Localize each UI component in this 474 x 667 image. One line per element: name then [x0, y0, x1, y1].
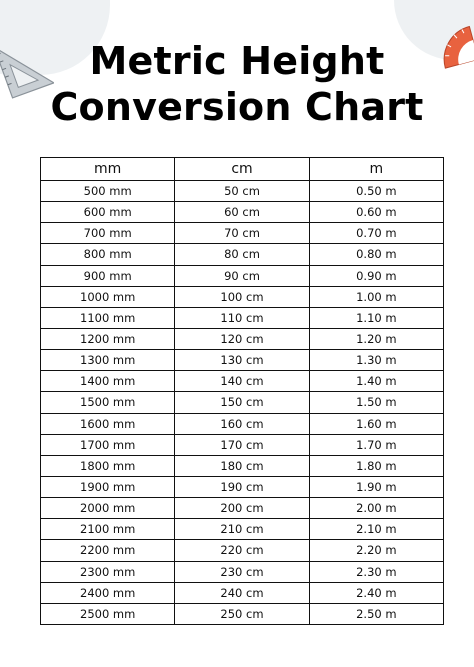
cm-cell: 60 cm [175, 202, 309, 223]
m-cell: 1.20 m [309, 328, 443, 349]
m-cell: 0.70 m [309, 223, 443, 244]
table-header-row [41, 158, 444, 181]
mm-cell: 1000 mm [41, 286, 175, 307]
m-cell: 2.50 m [309, 603, 443, 624]
mm-cell: 1300 mm [41, 350, 175, 371]
table-row [41, 582, 444, 603]
table-row [41, 328, 444, 349]
table-row [41, 244, 444, 265]
cm-cell: 230 cm [175, 561, 309, 582]
table-row [41, 307, 444, 328]
cm-cell: 110 cm [175, 307, 309, 328]
cm-cell: 90 cm [175, 265, 309, 286]
m-cell: 1.70 m [309, 434, 443, 455]
table-row [41, 455, 444, 476]
m-cell: 1.90 m [309, 476, 443, 497]
cm-cell: 50 cm [175, 181, 309, 202]
cm-cell: 80 cm [175, 244, 309, 265]
cm-cell: 190 cm [175, 476, 309, 497]
table-row [41, 371, 444, 392]
mm-cell: 1100 mm [41, 307, 175, 328]
m-cell: 2.30 m [309, 561, 443, 582]
table-row [41, 540, 444, 561]
mm-cell: 2200 mm [41, 540, 175, 561]
mm-cell: 2500 mm [41, 603, 175, 624]
m-cell: 0.50 m [309, 181, 443, 202]
page-title [0, 38, 474, 130]
mm-cell: 2100 mm [41, 519, 175, 540]
cm-cell: 170 cm [175, 434, 309, 455]
column-header-mm: mm [41, 158, 175, 181]
column-header-cm: cm [175, 158, 309, 181]
mm-cell: 2300 mm [41, 561, 175, 582]
cm-cell: 180 cm [175, 455, 309, 476]
mm-cell: 1800 mm [41, 455, 175, 476]
mm-cell: 900 mm [41, 265, 175, 286]
m-cell: 1.30 m [309, 350, 443, 371]
column-header-m: m [309, 158, 443, 181]
conversion-table [40, 157, 444, 625]
mm-cell: 1600 mm [41, 413, 175, 434]
cm-cell: 210 cm [175, 519, 309, 540]
m-cell: 2.40 m [309, 582, 443, 603]
table-row [41, 498, 444, 519]
cm-cell: 220 cm [175, 540, 309, 561]
m-cell: 0.90 m [309, 265, 443, 286]
table-row [41, 286, 444, 307]
cm-cell: 250 cm [175, 603, 309, 624]
cm-cell: 160 cm [175, 413, 309, 434]
m-cell: 0.80 m [309, 244, 443, 265]
table-row [41, 519, 444, 540]
m-cell: 2.10 m [309, 519, 443, 540]
mm-cell: 600 mm [41, 202, 175, 223]
cm-cell: 130 cm [175, 350, 309, 371]
mm-cell: 700 mm [41, 223, 175, 244]
m-cell: 1.60 m [309, 413, 443, 434]
table-row [41, 202, 444, 223]
table-row [41, 603, 444, 624]
table-row [41, 434, 444, 455]
m-cell: 1.10 m [309, 307, 443, 328]
mm-cell: 2000 mm [41, 498, 175, 519]
cm-cell: 70 cm [175, 223, 309, 244]
table-row [41, 223, 444, 244]
cm-cell: 100 cm [175, 286, 309, 307]
cm-cell: 120 cm [175, 328, 309, 349]
mm-cell: 800 mm [41, 244, 175, 265]
table-row [41, 413, 444, 434]
table-row [41, 181, 444, 202]
table-row [41, 265, 444, 286]
table-row [41, 392, 444, 413]
title-line-1: Metric Height [89, 39, 385, 83]
mm-cell: 2400 mm [41, 582, 175, 603]
cm-cell: 240 cm [175, 582, 309, 603]
mm-cell: 1700 mm [41, 434, 175, 455]
mm-cell: 1400 mm [41, 371, 175, 392]
mm-cell: 1500 mm [41, 392, 175, 413]
m-cell: 0.60 m [309, 202, 443, 223]
mm-cell: 1200 mm [41, 328, 175, 349]
table-row [41, 350, 444, 371]
mm-cell: 500 mm [41, 181, 175, 202]
m-cell: 1.50 m [309, 392, 443, 413]
m-cell: 1.00 m [309, 286, 443, 307]
m-cell: 2.20 m [309, 540, 443, 561]
mm-cell: 1900 mm [41, 476, 175, 497]
title-line-2: Conversion Chart [50, 85, 424, 129]
cm-cell: 140 cm [175, 371, 309, 392]
m-cell: 1.40 m [309, 371, 443, 392]
table-row [41, 476, 444, 497]
m-cell: 2.00 m [309, 498, 443, 519]
cm-cell: 200 cm [175, 498, 309, 519]
m-cell: 1.80 m [309, 455, 443, 476]
cm-cell: 150 cm [175, 392, 309, 413]
table-row [41, 561, 444, 582]
table-body [41, 181, 444, 625]
